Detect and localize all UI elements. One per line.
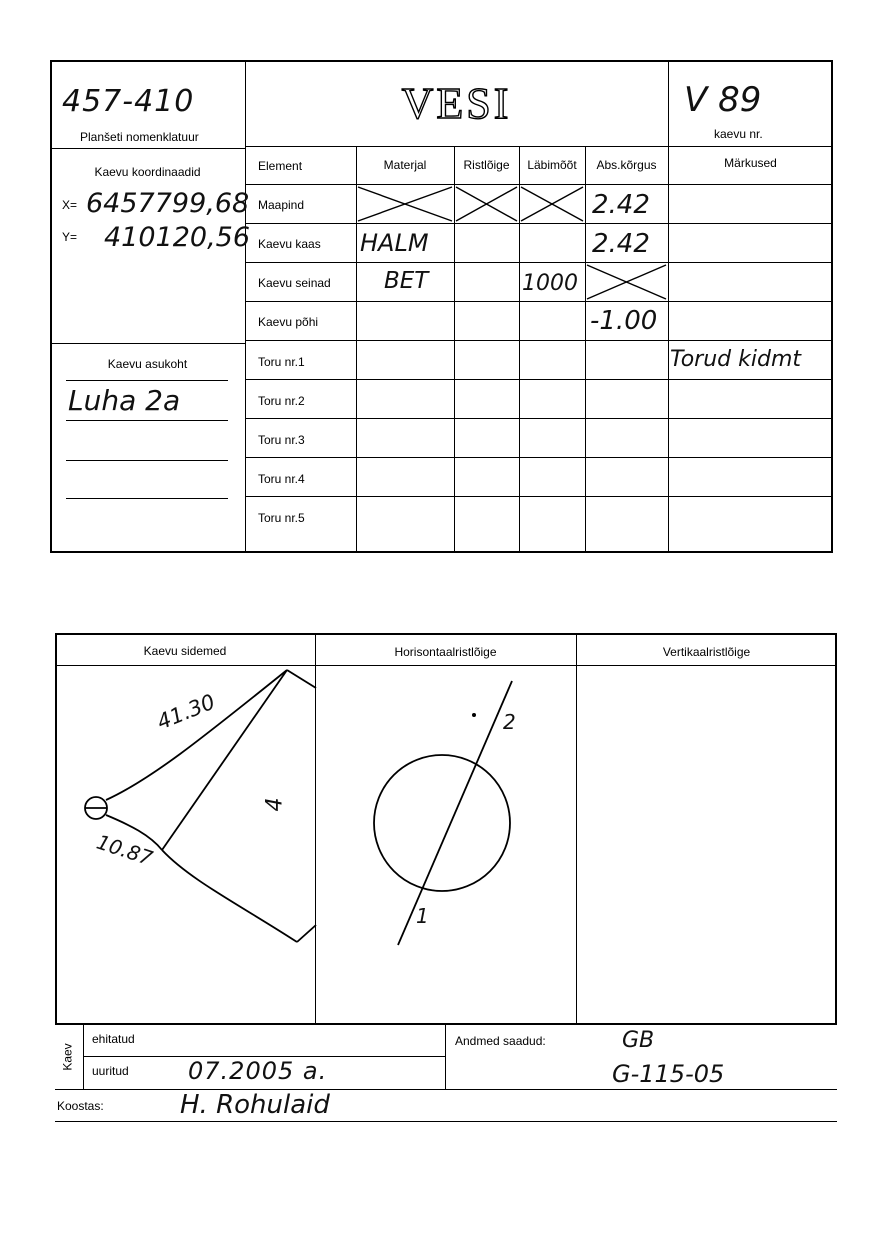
cover-material: HALM: [360, 229, 429, 257]
well-number-label: kaevu nr.: [714, 127, 763, 141]
col-header-element: Element: [258, 159, 303, 173]
data-provider-value: GB: [622, 1028, 655, 1053]
col-header-abs-height: Abs.kõrgus: [596, 158, 657, 172]
data-code-value: G-115-05: [612, 1060, 725, 1088]
col-header-cross-section: Ristlõige: [463, 158, 510, 172]
pipe-1-label: 1: [416, 904, 429, 928]
row-label-pipe-3: Toru nr.3: [258, 433, 305, 447]
pipe-2-label: 2: [503, 710, 516, 734]
location-value: Luha 2a: [68, 384, 181, 417]
sheet-nomenclature-value: 457-410: [62, 84, 195, 119]
walls-diameter: 1000: [522, 271, 578, 296]
x-label: X=: [62, 198, 78, 212]
col-header-diameter: Läbimõõt: [527, 158, 577, 172]
walls-material: BET: [384, 268, 429, 294]
surveyed-label: uuritud: [92, 1064, 129, 1078]
well-vertical-label: Kaev: [60, 1043, 75, 1071]
vertical-section-label: Vertikaalristlõige: [662, 645, 751, 659]
row-label-bottom: Kaevu põhi: [258, 315, 319, 329]
tie-side-label: 4: [262, 797, 288, 812]
bottom-abs-height: -1.00: [590, 306, 658, 336]
row-label-pipe-4: Toru nr.4: [258, 472, 305, 486]
sheet-nomenclature-label: Planšeti nomenklatuur: [80, 130, 199, 144]
row-label-pipe-2: Toru nr.2: [258, 394, 305, 408]
footer-bottom-line: [55, 1089, 837, 1090]
row-label-ground: Maapind: [258, 198, 305, 212]
y-coordinate-value: 410120,56: [104, 222, 251, 253]
pipe-1-notes: Torud kidmt: [670, 347, 802, 372]
coordinates-label: Kaevu koordinaadid: [94, 165, 201, 179]
tie-distance-2: 10.87: [93, 829, 156, 871]
compiled-label: Koostas:: [57, 1099, 104, 1113]
form-title: VESI: [401, 79, 512, 128]
well-number-value: V 89: [684, 80, 762, 120]
row-label-pipe-5: Toru nr.5: [258, 511, 305, 525]
footer-center-divider: [445, 1024, 446, 1089]
surveyed-value: 07.2005 a.: [188, 1057, 328, 1085]
location-label: Kaevu asukoht: [107, 357, 188, 371]
horizontal-section-label: Horisontaalristlõige: [394, 645, 497, 659]
row-label-pipe-1: Toru nr.1: [258, 355, 305, 369]
compiled-value: H. Rohulaid: [180, 1090, 330, 1120]
built-label: ehitatud: [92, 1032, 135, 1046]
y-label: Y=: [62, 230, 78, 244]
row-label-cover: Kaevu kaas: [258, 237, 321, 251]
ties-label: Kaevu sidemed: [143, 644, 227, 658]
row-label-walls: Kaevu seinad: [258, 276, 331, 290]
tie-distance-1: 41.30: [153, 689, 219, 735]
ground-abs-height: 2.42: [592, 190, 650, 220]
footer-top-line: [55, 1024, 837, 1025]
cover-abs-height: 2.42: [592, 229, 650, 259]
x-coordinate-value: 6457799,68: [86, 188, 250, 219]
footer-compiled-line: [55, 1121, 837, 1122]
col-header-notes: Märkused: [724, 156, 777, 170]
data-provider-label: Andmed saadud:: [455, 1034, 546, 1048]
col-header-material: Materjal: [383, 158, 427, 172]
